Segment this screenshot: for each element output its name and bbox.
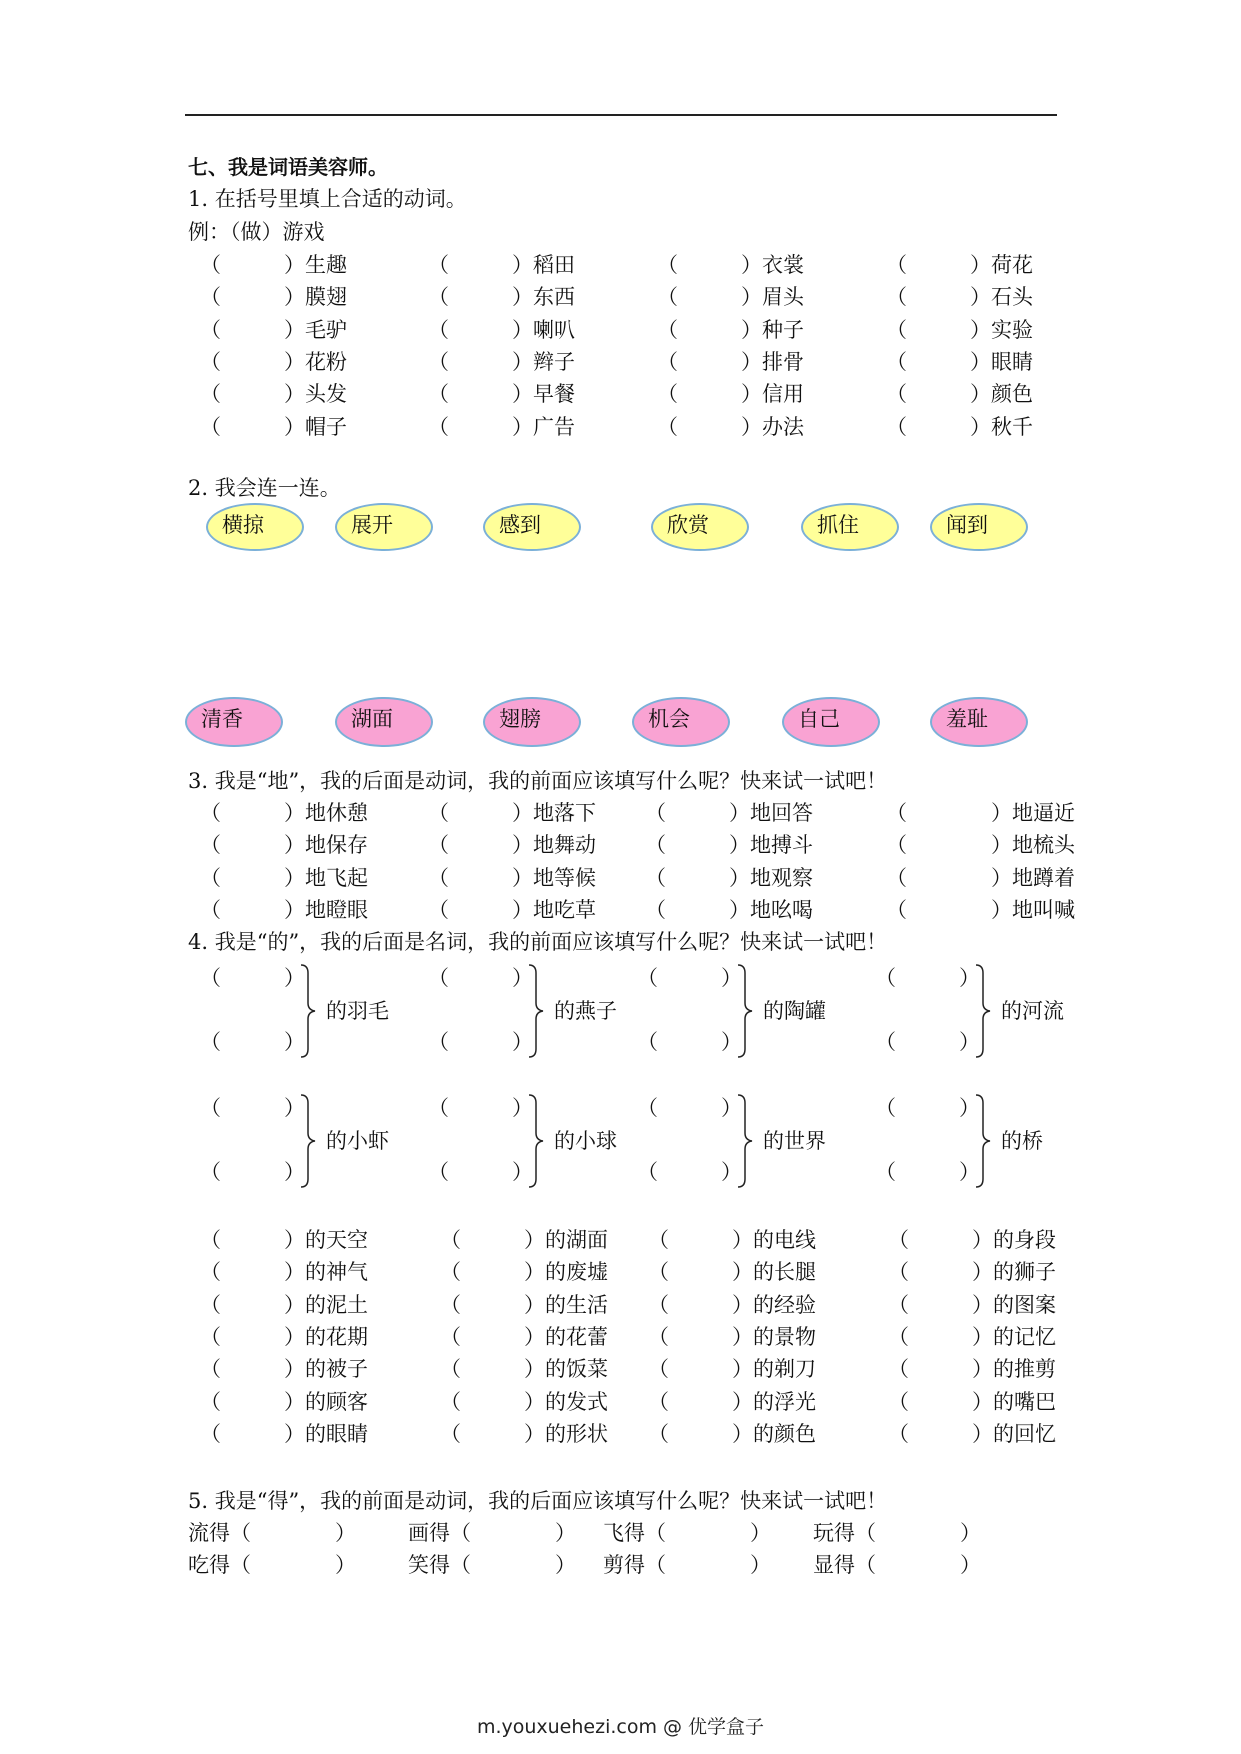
q3-item: （ ）地观察 bbox=[645, 865, 813, 890]
q3-item: （ ）地落下 bbox=[428, 801, 596, 825]
q1-prompt: 1. 在括号里填上合适的动词。 bbox=[188, 187, 467, 211]
match-word-bottom[interactable] bbox=[483, 697, 581, 747]
q4-item: （ ）的狮子 bbox=[888, 1260, 1056, 1285]
match-word-top[interactable] bbox=[801, 503, 899, 551]
match-word-top[interactable] bbox=[206, 503, 304, 551]
curly-brace-icon bbox=[298, 963, 320, 1059]
q1-item: （ ）颜色 bbox=[886, 382, 1033, 407]
curly-brace-icon bbox=[735, 1093, 757, 1189]
q5-item: 画得（ ） bbox=[408, 1521, 576, 1545]
q1-item: （ ）信用 bbox=[657, 382, 804, 407]
blank-bottom[interactable]: （ ） bbox=[200, 1030, 305, 1054]
q3-item: （ ）地回答 bbox=[645, 801, 813, 825]
q4-item: （ ）的回忆 bbox=[888, 1421, 1056, 1446]
q1-item: （ ）眉头 bbox=[657, 285, 804, 310]
q1-item: （ ）眼睛 bbox=[886, 349, 1033, 374]
q1-item: （ ）稻田 bbox=[428, 253, 575, 277]
q3-item: （ ）地吆喝 bbox=[645, 897, 813, 922]
match-word-label: 展开 bbox=[351, 513, 393, 537]
q3-item: （ ）地梳头 bbox=[886, 833, 1075, 858]
q5-item: 流得（ ） bbox=[188, 1521, 356, 1545]
q4-item: （ ）的浮光 bbox=[648, 1389, 816, 1414]
blank-top[interactable]: （ ） bbox=[875, 966, 980, 990]
q1-item: （ ）早餐 bbox=[428, 382, 575, 407]
q4-item: （ ）的花蕾 bbox=[440, 1324, 608, 1349]
q1-item: （ ）辫子 bbox=[428, 349, 575, 374]
q4-item: （ ）的景物 bbox=[648, 1324, 816, 1349]
q4-item: （ ）的湖面 bbox=[440, 1228, 608, 1252]
q4-item: （ ）的发式 bbox=[440, 1389, 608, 1414]
blank-top[interactable]: （ ） bbox=[200, 966, 305, 990]
q1-item: （ ）种子 bbox=[657, 317, 804, 342]
curly-brace-icon bbox=[526, 963, 548, 1059]
q1-item: （ ）秋千 bbox=[886, 414, 1033, 439]
match-word-bottom[interactable] bbox=[185, 697, 283, 747]
blank-bottom[interactable]: （ ） bbox=[428, 1030, 533, 1054]
q3-item: （ ）地飞起 bbox=[200, 865, 368, 890]
q1-item: （ ）实验 bbox=[886, 317, 1033, 342]
section-title: 七、我是词语美容师。 bbox=[188, 155, 388, 179]
match-word-label: 欣赏 bbox=[667, 513, 709, 537]
blank-top[interactable]: （ ） bbox=[637, 1096, 742, 1120]
q1-item: （ ）头发 bbox=[200, 382, 347, 407]
brace-group bbox=[200, 965, 400, 1065]
q4-item: （ ）的废墟 bbox=[440, 1260, 608, 1285]
brace-group bbox=[428, 1095, 628, 1195]
match-word-top[interactable] bbox=[930, 503, 1028, 551]
q4-item: （ ）的剃刀 bbox=[648, 1357, 816, 1382]
brace-group bbox=[428, 965, 628, 1065]
q4-item: （ ）的顾客 bbox=[200, 1389, 368, 1414]
noun-suffix: 的世界 bbox=[763, 1129, 826, 1153]
q4-item: （ ）的泥土 bbox=[200, 1292, 368, 1317]
q4-item: （ ）的颜色 bbox=[648, 1421, 816, 1446]
brace-group bbox=[637, 1095, 837, 1195]
q3-item: （ ）地搏斗 bbox=[645, 833, 813, 858]
footer-source: m.youxuehezi.com @ 优学盒子 bbox=[476, 1716, 765, 1738]
blank-bottom[interactable]: （ ） bbox=[637, 1030, 742, 1054]
q1-item: （ ）喇叭 bbox=[428, 317, 575, 342]
q4-item: （ ）的推剪 bbox=[888, 1357, 1056, 1382]
q1-item: （ ）东西 bbox=[428, 285, 575, 310]
blank-bottom[interactable]: （ ） bbox=[875, 1160, 980, 1184]
q4-item: （ ）的饭菜 bbox=[440, 1357, 608, 1382]
blank-bottom[interactable]: （ ） bbox=[200, 1160, 305, 1184]
q4-item: （ ）的形状 bbox=[440, 1421, 608, 1446]
header-rule bbox=[185, 114, 1057, 116]
q1-item: （ ）石头 bbox=[886, 285, 1033, 310]
q4-item: （ ）的嘴巴 bbox=[888, 1389, 1056, 1414]
q4-item: （ ）的记忆 bbox=[888, 1324, 1056, 1349]
curly-brace-icon bbox=[526, 1093, 548, 1189]
brace-group bbox=[875, 965, 1075, 1065]
noun-suffix: 的陶罐 bbox=[763, 999, 826, 1023]
match-word-label: 抓住 bbox=[817, 513, 859, 537]
q4-item: （ ）的被子 bbox=[200, 1357, 368, 1382]
brace-group bbox=[875, 1095, 1075, 1195]
match-word-label: 清香 bbox=[201, 707, 243, 731]
q1-item: （ ）花粉 bbox=[200, 349, 347, 374]
noun-suffix: 的桥 bbox=[1001, 1129, 1043, 1153]
q3-item: （ ）地蹲着 bbox=[886, 865, 1075, 890]
match-word-label: 湖面 bbox=[351, 707, 393, 731]
q5-item: 玩得（ ） bbox=[813, 1521, 981, 1545]
q5-item: 吃得（ ） bbox=[188, 1553, 356, 1578]
blank-top[interactable]: （ ） bbox=[875, 1096, 980, 1120]
blank-bottom[interactable]: （ ） bbox=[428, 1160, 533, 1184]
match-word-label: 闻到 bbox=[946, 513, 988, 537]
q3-item: （ ）地瞪眼 bbox=[200, 897, 368, 922]
noun-suffix: 的小虾 bbox=[326, 1129, 389, 1153]
q1-item: （ ）生趣 bbox=[200, 253, 347, 277]
q5-item: 飞得（ ） bbox=[603, 1521, 771, 1545]
q4-item: （ ）的神气 bbox=[200, 1260, 368, 1285]
q1-item: （ ）帽子 bbox=[200, 414, 347, 439]
match-word-label: 羞耻 bbox=[946, 707, 988, 731]
q3-item: （ ）地叫喊 bbox=[886, 897, 1075, 922]
blank-bottom[interactable]: （ ） bbox=[637, 1160, 742, 1184]
match-word-bottom[interactable] bbox=[632, 697, 730, 747]
blank-top[interactable]: （ ） bbox=[637, 966, 742, 990]
q5-item: 剪得（ ） bbox=[603, 1553, 771, 1578]
q4-item: （ ）的天空 bbox=[200, 1228, 368, 1252]
match-word-bottom[interactable] bbox=[335, 697, 433, 747]
noun-suffix: 的小球 bbox=[554, 1129, 617, 1153]
match-word-top[interactable] bbox=[335, 503, 433, 551]
q5-item: 显得（ ） bbox=[813, 1553, 981, 1578]
noun-suffix: 的燕子 bbox=[554, 999, 617, 1023]
q4-prompt: 4. 我是“的”，我的后面是名词，我的前面应该填写什么呢？快来试一试吧！ bbox=[188, 930, 888, 954]
q1-example: 例：（做）游戏 bbox=[188, 220, 325, 244]
noun-suffix: 的羽毛 bbox=[326, 999, 389, 1023]
blank-top[interactable]: （ ） bbox=[428, 1096, 533, 1120]
brace-group bbox=[200, 1095, 400, 1195]
q1-item: （ ）办法 bbox=[657, 414, 804, 439]
match-word-label: 横掠 bbox=[222, 513, 264, 537]
blank-bottom[interactable]: （ ） bbox=[875, 1030, 980, 1054]
brace-group bbox=[637, 965, 837, 1065]
match-word-label: 感到 bbox=[499, 513, 541, 537]
q2-prompt: 2. 我会连一连。 bbox=[188, 476, 341, 500]
q4-item: （ ）的长腿 bbox=[648, 1260, 816, 1285]
q4-item: （ ）的花期 bbox=[200, 1324, 368, 1349]
match-word-label: 机会 bbox=[648, 707, 690, 731]
match-word-label: 自己 bbox=[798, 707, 840, 731]
q3-item: （ ）地休憩 bbox=[200, 801, 368, 825]
match-word-bottom[interactable] bbox=[782, 697, 880, 747]
q5-prompt: 5. 我是“得”，我的前面是动词，我的后面应该填写什么呢？快来试一试吧！ bbox=[188, 1489, 888, 1513]
curly-brace-icon bbox=[298, 1093, 320, 1189]
q4-item: （ ）的生活 bbox=[440, 1292, 608, 1317]
match-word-top[interactable] bbox=[651, 503, 749, 551]
q5-item: 笑得（ ） bbox=[408, 1553, 576, 1578]
q3-item: （ ）地等候 bbox=[428, 865, 596, 890]
q3-item: （ ）地舞动 bbox=[428, 833, 596, 858]
q1-item: （ ）广告 bbox=[428, 414, 575, 439]
q4-item: （ ）的经验 bbox=[648, 1292, 816, 1317]
q4-item: （ ）的身段 bbox=[888, 1228, 1056, 1252]
q4-item: （ ）的眼睛 bbox=[200, 1421, 368, 1446]
curly-brace-icon bbox=[735, 963, 757, 1059]
q3-prompt: 3. 我是“地”，我的后面是动词，我的前面应该填写什么呢？快来试一试吧！ bbox=[188, 769, 888, 793]
q1-item: （ ）排骨 bbox=[657, 349, 804, 374]
blank-top[interactable]: （ ） bbox=[428, 966, 533, 990]
match-word-bottom[interactable] bbox=[930, 697, 1028, 747]
q3-item: （ ）地吃草 bbox=[428, 897, 596, 922]
curly-brace-icon bbox=[973, 963, 995, 1059]
q1-item: （ ）膜翅 bbox=[200, 285, 347, 310]
noun-suffix: 的河流 bbox=[1001, 999, 1064, 1023]
q1-item: （ ）毛驴 bbox=[200, 317, 347, 342]
match-word-top[interactable] bbox=[483, 503, 581, 551]
blank-top[interactable]: （ ） bbox=[200, 1096, 305, 1120]
q1-item: （ ）衣裳 bbox=[657, 253, 804, 277]
match-word-label: 翅膀 bbox=[499, 707, 541, 731]
q4-item: （ ）的电线 bbox=[648, 1228, 816, 1252]
q3-item: （ ）地保存 bbox=[200, 833, 368, 858]
q3-item: （ ）地逼近 bbox=[886, 801, 1075, 825]
q1-item: （ ）荷花 bbox=[886, 253, 1033, 277]
q4-item: （ ）的图案 bbox=[888, 1292, 1056, 1317]
curly-brace-icon bbox=[973, 1093, 995, 1189]
